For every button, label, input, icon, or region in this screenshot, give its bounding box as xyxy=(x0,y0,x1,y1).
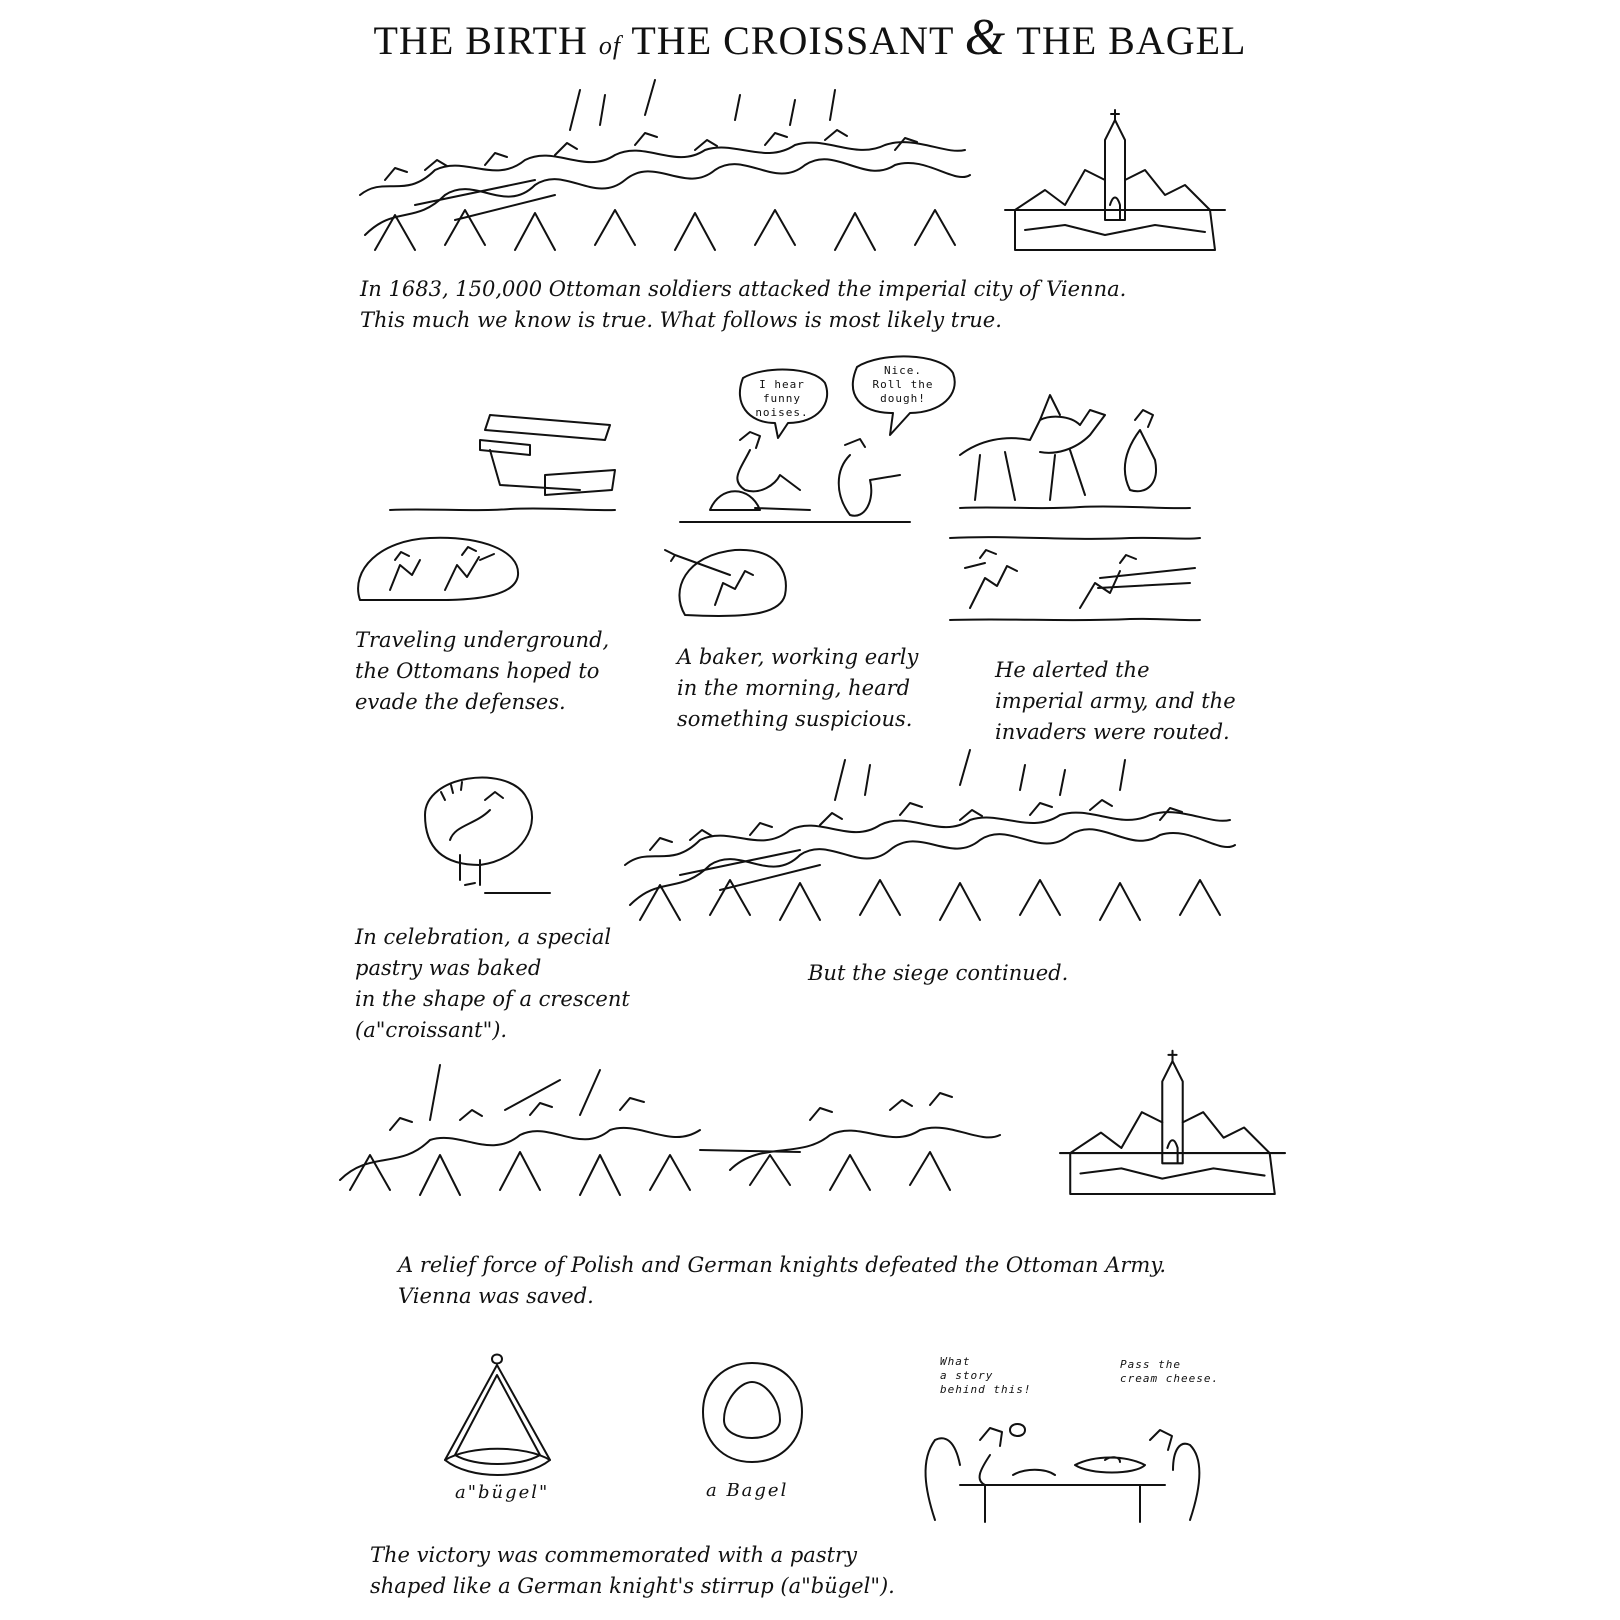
title-ampersand: & xyxy=(964,9,1007,66)
tunnel-digger-illustration xyxy=(645,540,795,620)
baker-caption: A baker, working early in the morning, heard something suspicious. xyxy=(677,645,919,731)
vienna-city-saved-illustration xyxy=(1060,1050,1285,1205)
page-title xyxy=(0,8,1620,67)
dining-scene-illustration xyxy=(905,1410,1215,1525)
ottoman-army-siege-illustration xyxy=(620,755,1240,930)
stirrup-illustration xyxy=(440,1355,555,1485)
baker-croissant-illustration xyxy=(405,765,555,905)
relief-caption: A relief force of Polish and German knights defeated the Ottoman Army. Vienna was saved. xyxy=(398,1253,1167,1308)
victory-caption: The victory was commemorated with a pastry shaped like a German knight's stirrup (a"bügel"). xyxy=(370,1543,895,1598)
baker-speech-text: I hear funny noises. xyxy=(755,378,809,419)
siege-caption: But the siege continued. xyxy=(808,961,1069,985)
diner2-speech-text: Pass the cream cheese. xyxy=(1120,1358,1220,1385)
ottoman-army-illustration xyxy=(355,85,985,260)
soldiers-charge-illustration xyxy=(950,538,1200,623)
alert-caption: He alerted the imperial army, and the invaders were routed. xyxy=(995,658,1236,744)
intro-caption: In 1683, 150,000 Ottoman soldiers attacked the imperial city of Vienna. This much we know is true. What follows is most likely true. xyxy=(360,277,1127,332)
underground-caption: Traveling underground, the Ottomans hoped to evade the defenses. xyxy=(355,628,610,714)
officer-speech-text: Nice. Roll the dough! xyxy=(872,364,934,405)
relief-knights-illustration xyxy=(330,1060,1030,1210)
baker-and-officer-illustration xyxy=(710,430,910,525)
title-part-2: THE CROISSANT xyxy=(631,18,954,63)
title-part-3: THE BAGEL xyxy=(1016,18,1247,63)
bagel-illustration xyxy=(700,1360,805,1465)
title-part-1: THE BIRTH xyxy=(373,18,588,63)
bugel-label: a"bügel" xyxy=(455,1482,550,1503)
bagel-label: a Bagel xyxy=(706,1480,789,1501)
title-of: of xyxy=(598,31,622,60)
celebration-caption: In celebration, a special pastry was baked in the shape of a crescent (a"croissant"). xyxy=(355,925,630,1042)
vienna-city-illustration xyxy=(1005,110,1225,260)
horseman-illustration xyxy=(960,390,1190,515)
tunnel-soldiers-illustration xyxy=(350,530,530,605)
cannon-illustration xyxy=(390,400,620,515)
diner1-speech-text: What a story behind this! xyxy=(940,1355,1032,1396)
